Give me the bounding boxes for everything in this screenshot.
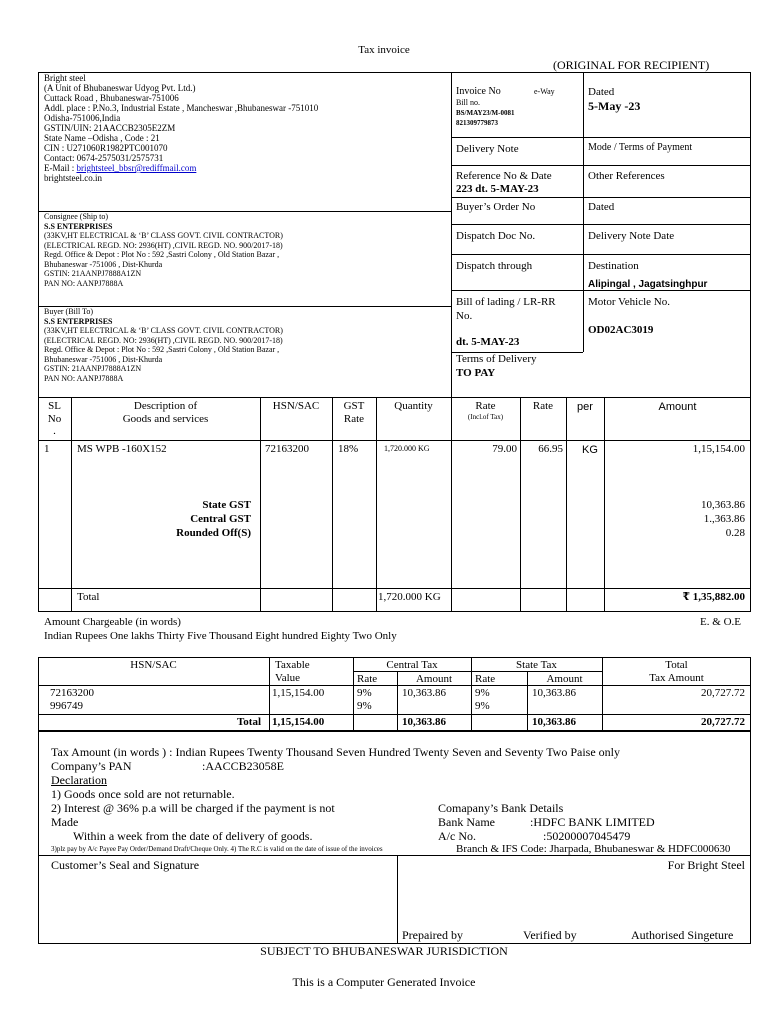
col-gst: GST Rate xyxy=(343,400,365,425)
tax-label-round: Rounded Off(S) xyxy=(176,527,251,539)
hsn-total-c-amount: 10,363.86 xyxy=(402,716,446,728)
invoice-no: BS/MAY23/M-0081 xyxy=(456,109,515,117)
total-label: Total xyxy=(77,591,100,603)
hsn-total-s-amount: 10,363.86 xyxy=(532,716,576,728)
declaration-2: 2) Interest @ 36% p.a will be charged if the payment is not xyxy=(51,801,335,815)
tax-amount-sgst: 10,363.86 xyxy=(701,499,745,511)
item-gst: 18% xyxy=(338,443,359,455)
destination-value: Alipingal , Jagatsinghpur xyxy=(588,279,708,290)
account-number: :50200007045479 xyxy=(543,829,631,843)
hsn-row-s-rate: 9% xyxy=(475,700,490,712)
hsn-row-s-amount: 10,363.86 xyxy=(532,687,576,699)
hsn-row-c-amount: 10,363.86 xyxy=(402,687,446,699)
hsn-col-taxable: Taxable Value xyxy=(275,659,310,684)
verified-by-label: Verified by xyxy=(523,928,577,942)
hsn-row-code: 72163200 xyxy=(50,687,94,699)
item-rate-incl: 79.00 xyxy=(492,443,517,455)
item-description: MS WPB -160X152 xyxy=(77,443,167,455)
declaration-3: 3)plz pay by A/c Payee Pay Order/Demand Draft/Cheque Only. 4) The R.C is valid on the date of issue of the invoices xyxy=(51,845,383,853)
eoe: E. & O.E xyxy=(700,616,741,628)
hsn-row-total: 20,727.72 xyxy=(701,687,745,699)
branch-ifsc: Branch & IFS Code: Jharpada, Bhubaneswar & HDFC000630 xyxy=(456,843,731,855)
buyer-block: Buyer (Bill To) S.S ENTERPRISES (33KV,HT ELECTRICAL & ‘B’ CLASS GOVT. CIVIL CONTRACTOR) (ELECTRICAL REGD. NO: 2936(HT) ,CIVIL REGD. NO. 900/2017-18) Regd. Office & Depot : Plot No : 592 ,Sastri Colony , Old Station Bazar , Bhubaneswar -751006 , Dist-Khurda GSTIN: 21AANPJ7888A1ZN PAN NO: AANPJ7888A xyxy=(44,307,283,383)
hsn-total-tax: 20,727.72 xyxy=(701,716,745,728)
hsn-row-s-rate: 9% xyxy=(475,687,490,699)
prepared-by-label: Prepaired by xyxy=(402,928,463,942)
amount-words: Indian Rupees One lakhs Thirty Five Thousand Eight hundred Eighty Two Only xyxy=(44,630,397,642)
bank-heading: Comapany’s Bank Details xyxy=(438,801,564,815)
item-sl: 1 xyxy=(44,443,50,455)
vehicle-value: OD02AC3019 xyxy=(588,324,654,336)
declaration-1: 1) Goods once sold are not returnable. xyxy=(51,787,235,801)
page-title: Tax invoice xyxy=(358,44,410,56)
tax-label-cgst: Central GST xyxy=(190,513,251,525)
for-company-label: For Bright Steel xyxy=(667,858,745,872)
seller-name: Bright steel xyxy=(44,73,86,83)
copy-label: (ORIGINAL FOR RECIPIENT) xyxy=(553,58,710,72)
hsn-col-hsn: HSN/SAC xyxy=(130,659,177,671)
hsn-total-taxable: 1,15,154.00 xyxy=(272,716,325,728)
hsn-col-total: Total Tax Amount xyxy=(649,659,704,684)
item-rate: 66.95 xyxy=(538,443,563,455)
col-amount: Amount xyxy=(658,401,697,413)
item-quantity: 1,720.000 KG xyxy=(384,444,430,453)
terms-delivery-value: TO PAY xyxy=(456,367,496,379)
hsn-row-c-rate: 9% xyxy=(357,700,372,712)
seller-block: Bright steel (A Unit of Bhubaneswar Udyog Pvt. Ltd.) Cuttack Road , Bhubaneswar-751006 Addl. place : P.No.3, Industrial Estate , Mancheswar ,Bhubaneswar -751010 Odisha-751006,India GSTIN/UIN: 21AACCB2305E2ZM State Name –Odisha , Code : 21 CIN : U271060R1982PTC001070 Contact: 0674-2575031/2575731 E-Mail : brightsteel_bbsr@rediffmail.com brightsteel.co.in xyxy=(44,73,319,183)
computer-generated-note: This is a Computer Generated Invoice xyxy=(292,975,476,989)
bank-name: :HDFC BANK LIMITED xyxy=(530,815,655,829)
item-hsn: 72163200 xyxy=(265,443,309,455)
seller-email-link[interactable]: brightsteel_bbsr@rediffmail.com xyxy=(76,163,197,173)
total-quantity: 1,720.000 KG xyxy=(378,591,441,603)
authorised-signature-label: Authorised Singeture xyxy=(631,928,734,942)
item-per: KG xyxy=(582,444,598,456)
col-rate-incl: Rate (Incl.of Tax) xyxy=(467,400,504,421)
consignee-block: Consignee (Ship to) S.S ENTERPRISES (33KV,HT ELECTRICAL & ‘B’ CLASS GOVT. CIVIL CONTRACTOR) (ELECTRICAL REGD. NO: 2936(HT) ,CIVIL REGD. NO. 900/2017-18) Regd. Office & Depot : Plot No : 592 ,Sastri Colony , Old Station Bazar , Bhubaneswar -751006 , Dist-Khurda GSTIN: 21AANPJ7888A1ZN PAN NO: AANPJ7888A xyxy=(44,212,283,288)
customer-seal-label: Customer’s Seal and Signature xyxy=(51,858,200,872)
col-quantity: Quantity xyxy=(394,400,433,412)
item-amount: 1,15,154.00 xyxy=(692,443,745,455)
invoice-no-label: Invoice No xyxy=(456,86,501,97)
hsn-row-code: 996749 xyxy=(50,700,83,712)
hsn-col-state: State Tax xyxy=(516,659,557,671)
col-rate: Rate xyxy=(532,400,554,412)
buyer-name: S.S ENTERPRISES xyxy=(44,316,113,326)
lading-value: dt. 5-MAY-23 xyxy=(456,336,520,348)
eway-no: 821309779873 xyxy=(456,119,498,127)
col-description: Description of Goods and services xyxy=(122,400,209,425)
seller-website: brightsteel.co.in xyxy=(44,173,102,183)
col-per: per xyxy=(577,401,593,413)
amount-words-label: Amount Chargeable (in words) xyxy=(44,616,181,628)
hsn-col-central: Central Tax xyxy=(386,659,438,671)
hsn-row-c-rate: 9% xyxy=(357,687,372,699)
tax-amount-cgst: 1.,363.86 xyxy=(703,513,745,525)
tax-amount-round: 0.28 xyxy=(725,527,745,539)
consignee-name: S.S ENTERPRISES xyxy=(44,221,113,231)
grand-total: ₹ 1,35,882.00 xyxy=(682,591,745,603)
reference-value: 223 dt. 5-MAY-23 xyxy=(456,183,539,195)
company-pan-label: Company’s PAN xyxy=(51,759,132,773)
hsn-row-taxable: 1,15,154.00 xyxy=(272,687,325,699)
company-pan: :AACCB23058E xyxy=(202,759,285,773)
tax-label-sgst: State GST xyxy=(202,499,251,511)
tax-amount-words: Tax Amount (in words ) : Indian Rupees Twenty Thousand Seven Hundred Twenty Seven and Seventy Two Paise only xyxy=(51,745,621,759)
col-sl: SL No . xyxy=(47,400,62,437)
col-hsn: HSN/SAC xyxy=(272,400,320,412)
declaration-heading: Declaration xyxy=(51,773,107,787)
invoice-date: 5-May -23 xyxy=(588,99,641,113)
hsn-total-label: Total xyxy=(236,716,261,728)
jurisdiction-note: SUBJECT TO BHUBANESWAR JURISDICTION xyxy=(260,944,508,958)
